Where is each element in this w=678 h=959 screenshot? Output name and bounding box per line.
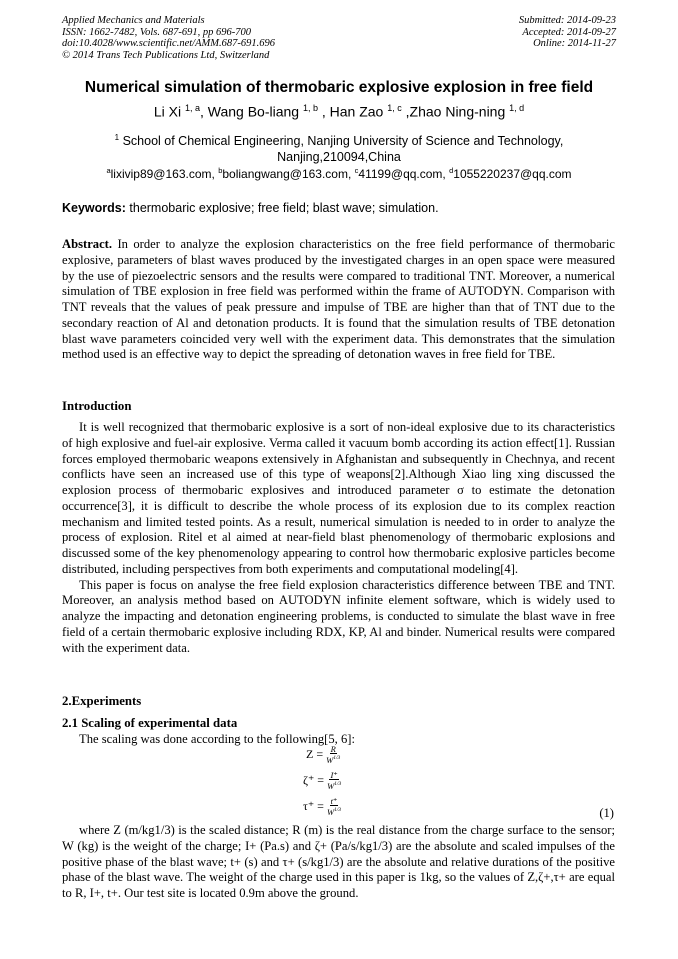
where-text: Z (m/kg1/3) is the scaled distance; R (m) is the real distance from the charge surface to the sensor; W (kg) is the weight of the charge; I+ (Pa.s) and ζ+ (Pa/s/kg1/3) are the absolute and scaled impulses of the positive phase of the blast wave; t+ (s) and τ+ (s/kg1/3) are the absolute and relative durations of the positive phase of the blast wave. The weight of the charge used in this paper is 1kg, so the values of Z,ζ+,τ+ are equal to R, I+, t+. Our test site is located 0.9m above the ground. [62, 823, 615, 900]
email-address[interactable]: 1055220237@qq.com [453, 167, 572, 181]
equation-lhs: Z = [306, 746, 324, 761]
affiliation-line-2: Nanjing,210094,China [277, 150, 401, 165]
accepted-date: Accepted: 2014-09-27 [522, 26, 616, 38]
author-name: Wang Bo-liang [207, 103, 300, 120]
introduction-paragraph-2: This paper is focus on analyse the free field explosion characteristics difference between TBE and TNT. Moreover, an analysis method based on AUTODYN infinite element software, which is widely used to analyze the impacting and detonation engineering problems, is conducted to simulate the blast wave in free field of a certain thermobaric explosive including RDX, KP, Al and binder. Numerical results were compared with the experiment data. [62, 577, 615, 655]
equation-fraction [326, 745, 340, 764]
equation-lhs: τ⁺ = [303, 798, 324, 813]
introduction-paragraph-1: It is well recognized that thermobaric explosive is a sort of non-ideal explosive due to its characteristics of high explosive and fuel-air explosive. Verma called it vacuum bomb according its action effect[1]. Russian forces employed thermobaric weapons extensively in Afghanistan and subsequently in Chechnya, and recent conflicts have seen an increased use of this type of weapons[2].Although Xiao ling xing discussed the explosion process of thermobaric explosives and introduced parameter σ to estimate the detonation occurrence[3], it is difficult to describe the whole process of its explosion due to its complex reaction mechanism and limited tested points. As a result, numerical simulation is needed to in order to analyze the process of explosion. Ritel et al aimed at near-field blast phenomenology of thermobaric explosions and discussed some of the key phenomenology appearing to control how thermobaric explosive particles become distributed, including perspectives from both experiments and computational modeling[4]. [62, 420, 615, 576]
where-prefix: where [79, 823, 114, 837]
journal-name: Applied Mechanics and Materials [62, 15, 205, 26]
abstract [62, 237, 615, 363]
email-mark: b [218, 166, 223, 175]
scaling-intro-text: The scaling was done according to the following[5, 6]: [79, 732, 355, 746]
fraction-numerator: t⁺ [330, 796, 338, 806]
email-address[interactable]: boliangwang@163.com [222, 167, 348, 181]
paper-title: Numerical simulation of thermobaric explosive explosion in free field [84, 79, 594, 96]
doi: doi:10.4028/www.scientific.net/AMM.687-691.696 [62, 38, 275, 49]
equation-fraction [327, 797, 341, 816]
email-address[interactable]: lixivip89@163.com [110, 167, 212, 181]
variables-description [62, 823, 615, 902]
affiliation-line-1: School of Chemical Engineering, Nanjing University of Science and Technology, [122, 134, 564, 149]
author-name: Zhao Ning-ning [409, 103, 506, 120]
fraction-numerator: R [330, 744, 336, 754]
affiliation [80, 130, 598, 165]
abstract-label: Abstract. [62, 237, 113, 251]
scaling-subheading: 2.1 Scaling of experimental data [62, 716, 238, 730]
copyright: © 2014 Trans Tech Publications Ltd, Switzerland [62, 49, 270, 61]
keywords-label: Keywords: [62, 201, 126, 215]
author-list: Li Xi $^{1, a}$, Wang Bo-liang $^{1, b}$ , Han Zao $^{1, c}$ ,Zhao Ning-ning $^{1, d}$ [153, 103, 525, 120]
equation-lhs: ζ⁺ = [303, 772, 325, 787]
author-name: Li Xi [153, 103, 182, 120]
equation-scaled-impulse [303, 771, 341, 790]
author-affiliation-mark: 1, a [184, 103, 200, 113]
affiliation-mark: 1 [114, 133, 120, 142]
abstract-text: In order to analyze the explosion characteristics on the free field performance of thermobaric explosive, parameters of blast waves produced by the investigated charges in an open space were measured by the use of piezoelectric sensors and the results were compared to traditional TNT. Moreover, a numerical simulation of TBE explosion in free field was performed within the frame of AUTODYN. Comparison with TNT reveals that the values of peak pressure and impulse of TBE are higher than that of TNT due to the secondary reaction of Al and detonation products. It is found that the simulation results of TBE detonation blast wave parameters coincided very well with the experiment data. This demonstrates that the simulation method used is an effective way to depict the spreading of detonation waves in free field for TBE. [62, 237, 616, 362]
email-mark: d [449, 166, 454, 175]
journal-header-right [519, 15, 616, 50]
equation-scaled-distance [306, 745, 340, 764]
introduction-body [62, 420, 615, 656]
online-date: Online: 2014-11-27 [533, 38, 616, 49]
email-mark: a [106, 166, 111, 175]
keywords [62, 201, 616, 215]
author-affiliation-mark: 1, b [302, 103, 318, 113]
author-name: Han Zao [329, 103, 384, 120]
equation-scaled-duration [303, 797, 341, 816]
keywords-text: thermobaric explosive; free field; blast wave; simulation. [129, 201, 439, 215]
equation-fraction [327, 771, 341, 790]
email-address[interactable]: 41199@qq.com [358, 167, 443, 181]
author-affiliation-mark: 1, d [509, 103, 525, 113]
journal-header-left [62, 15, 275, 61]
fraction-denominator: $W^{1/3}$ [327, 780, 342, 791]
issn: ISSN: 1662-7482, Vols. 687-691, pp 696-700 [62, 26, 251, 38]
experiments-heading: 2.Experiments [62, 694, 142, 708]
email-list: $^a$lixivip89@163.com, $^b$boliangwang@163.com, $^c$41199@qq.com, $^d$1055220237@qq.com [106, 166, 572, 181]
introduction-heading: Introduction [62, 399, 132, 413]
fraction-numerator: I⁺ [330, 770, 338, 780]
fraction-denominator: $W^{1/3}$ [326, 754, 341, 765]
email-mark: c [354, 166, 359, 175]
fraction-denominator: $W^{1/3}$ [326, 806, 342, 817]
author-affiliation-mark: 1, c [387, 103, 402, 113]
equation-number: (1) [599, 806, 614, 820]
submitted-date: Submitted: 2014-09-23 [518, 15, 616, 26]
